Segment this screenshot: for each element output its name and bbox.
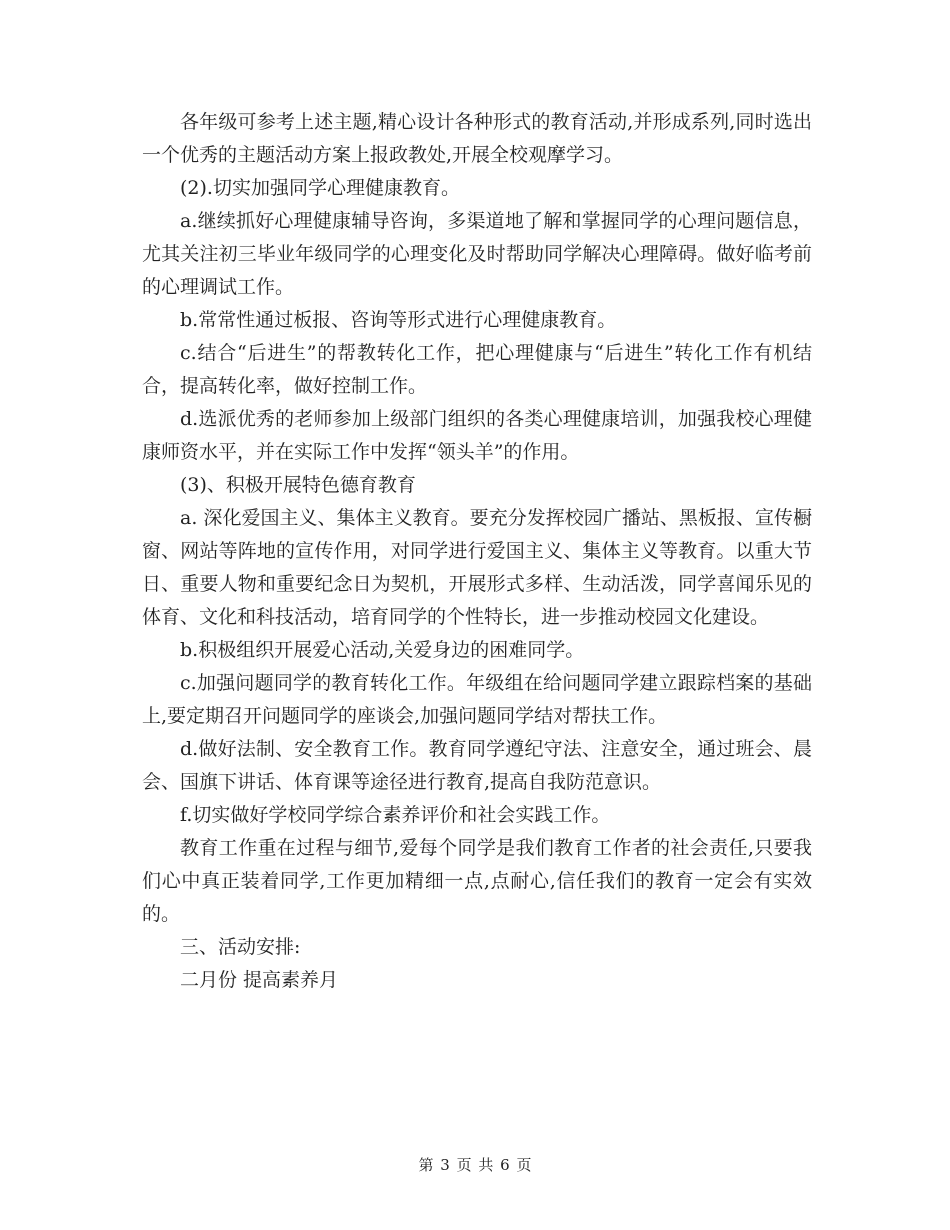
paragraph: 二月份 提高素养月 (180, 969, 339, 991)
body-text (142, 106, 812, 997)
paragraph: a. 深化爱国主义、集体主义教育。要充分发挥校园广播站、黑板报、宣传橱窗、网站等阵地的宣传作用，对同学进行爱国主义、集体主义等教育。以重大节日、重要人物和重要纪念日为契机，开展形式多样、生动活泼，同学喜闻乐见的体育、文化和科技活动，培育同学的个性特长，进一步推动校园文化建设。 (142, 507, 812, 628)
paragraph: b.常常性通过板报、咨询等形式进行心理健康教育。 (180, 309, 617, 331)
paragraph: (3)、积极开展特色德育教育 (180, 474, 416, 496)
section-heading: 三、活动安排: (180, 936, 301, 958)
paragraph: a.继续抓好心理健康辅导咨询，多渠道地了解和掌握同学的心理问题信息，尤其关注初三毕业年级同学的心理变化及时帮助同学解决心理障碍。做好临考前的心理调试工作。 (142, 210, 812, 298)
paragraph: f.切实做好学校同学综合素养评价和社会实践工作。 (180, 804, 611, 826)
paragraph: 各年级可参考上述主题,精心设计各种形式的教育活动,并形成系列,同时选出一个优秀的主题活动方案上报政教处,开展全校观摩学习。 (142, 111, 812, 166)
page-number-footer: 第 3 页 共 6 页 (418, 1156, 532, 1174)
paragraph: b.积极组织开展爱心活动,关爱身边的困难同学。 (180, 639, 585, 661)
paragraph: (2).切实加强同学心理健康教育。 (180, 177, 460, 199)
paragraph: c.结合“后进生”的帮教转化工作，把心理健康与“后进生”转化工作有机结合，提高转化率，做好控制工作。 (142, 342, 812, 397)
paragraph: 教育工作重在过程与细节,爱每个同学是我们教育工作者的社会责任,只要我们心中真正装着同学,工作更加精细一点,点耐心,信任我们的教育一定会有实效的。 (142, 837, 812, 925)
paragraph: d.做好法制、安全教育工作。教育同学遵纪守法、注意安全，通过班会、晨会、国旗下讲话、体育课等途径进行教育,提高自我防范意识。 (142, 738, 812, 793)
paragraph: d.选派优秀的老师参加上级部门组织的各类心理健康培训，加强我校心理健康师资水平，并在实际工作中发挥“领头羊”的作用。 (142, 408, 812, 463)
paragraph: c.加强问题同学的教育转化工作。年级组在给问题同学建立跟踪档案的基础上,要定期召开问题同学的座谈会,加强问题同学结对帮扶工作。 (142, 672, 812, 727)
